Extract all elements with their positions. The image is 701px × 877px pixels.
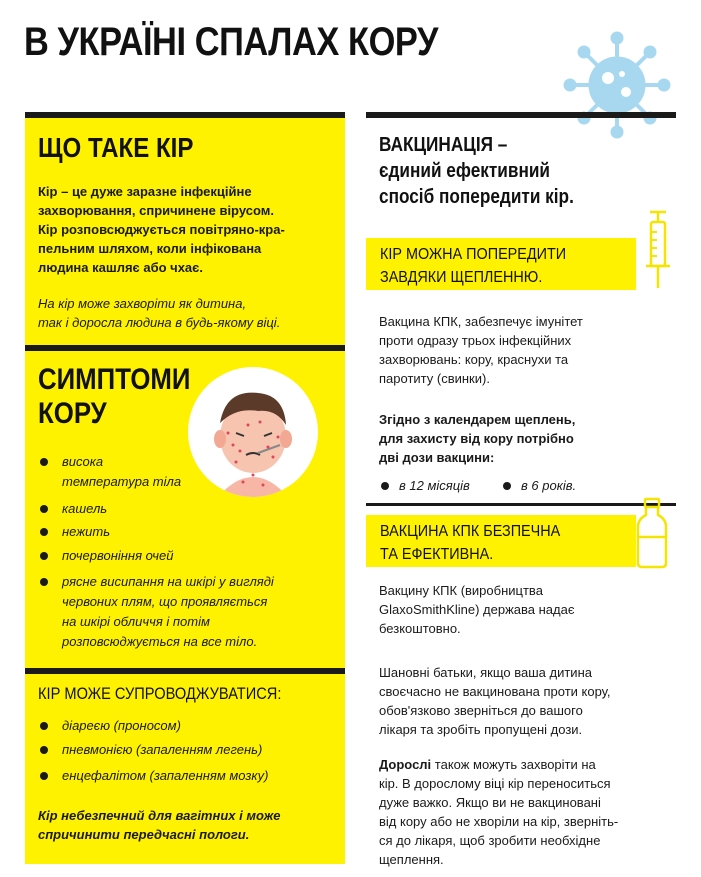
symptom-item: кашель	[38, 499, 338, 519]
divider	[25, 668, 345, 674]
complication-item: пневмонією (запаленням легень)	[38, 740, 338, 760]
symptom-item: почервоніння очей	[38, 546, 338, 566]
parents-text: Шановні батьки, якщо ваша дитина своєчасно не вакцинована проти кору, обов'язково зверніться до вашого лікаря та зробіть пропущені дози.	[379, 665, 611, 737]
symptom-item: висока температура тіла	[38, 452, 338, 492]
schedule-text: Згідно з календарем щеплень, для захисту від кору потрібно дві дози вакцини:	[379, 412, 576, 465]
divider	[25, 345, 345, 351]
symptoms-heading: СИМПТОМИ КОРУ	[38, 363, 191, 430]
vaccination-heading: ВАКЦИНАЦІЯ – єдиний ефективний спосіб попередити кір.	[379, 134, 574, 208]
divider	[25, 112, 345, 118]
prevention-banner: КІР МОЖНА ПОПЕРЕДИТИ ЗАВДЯКИ ЩЕПЛЕННЮ.	[366, 238, 636, 290]
what-description: Кір – це дуже заразне інфекційне захворювання, спричинене вірусом. Кір розповсюджується повітряно-кра- пельним шляхом, коли інфікована людина кашляє або чхає.	[38, 184, 285, 275]
age-note: На кір може захворіти як дитина, так і доросла людина в будь-якому віці.	[38, 296, 281, 330]
dose-item: в 12 місяців	[381, 477, 470, 495]
virus-icon	[562, 30, 672, 140]
complication-item: діареєю (проносом)	[38, 716, 338, 736]
kpk-description: Вакцина КПК, забезпечує імунітет проти одразу трьох інфекційних захворювань: кору, краснухи та паротиту (свинки).	[379, 314, 583, 386]
what-heading: ЩО ТАКЕ КІР	[38, 132, 194, 163]
page-title: В УКРАЇНІ СПАЛАХ КОРУ	[24, 20, 438, 64]
pregnancy-warning: Кір небезпечний для вагітних і може спричинити передчасні пологи.	[38, 808, 281, 842]
dose-item: в 6 років.	[503, 477, 576, 495]
symptom-item: нежить	[38, 522, 338, 542]
safety-banner: ВАКЦИНА КПК БЕЗПЕЧНА ТА ЕФЕКТИВНА.	[366, 515, 636, 567]
complications-heading: КІР МОЖЕ СУПРОВОДЖУВАТИСЯ:	[38, 684, 282, 703]
syringe-icon	[638, 210, 678, 290]
adults-text: Дорослі також можуть захворіти на кір. В дорослому віці кір переноситься дуже важко. Якщо ви не вакциновані від кору або не хворіли на кір, зверніть- ся до лікаря, щоб зробити необхідне щеплення.	[379, 757, 619, 867]
divider	[366, 112, 676, 118]
symptom-item: рясне висипання на шкірі у вигляді червоних плям, що проявляється на шкірі обличчя і потім розповсюджується на все тіло.	[38, 572, 338, 652]
complication-item: енцефалітом (запаленням мозку)	[38, 766, 338, 786]
free-vaccine-text: Вакцину КПК (виробництва GlaxoSmithKline) держава надає безкоштовно.	[379, 583, 575, 636]
divider	[366, 503, 676, 506]
vial-icon	[632, 497, 672, 569]
